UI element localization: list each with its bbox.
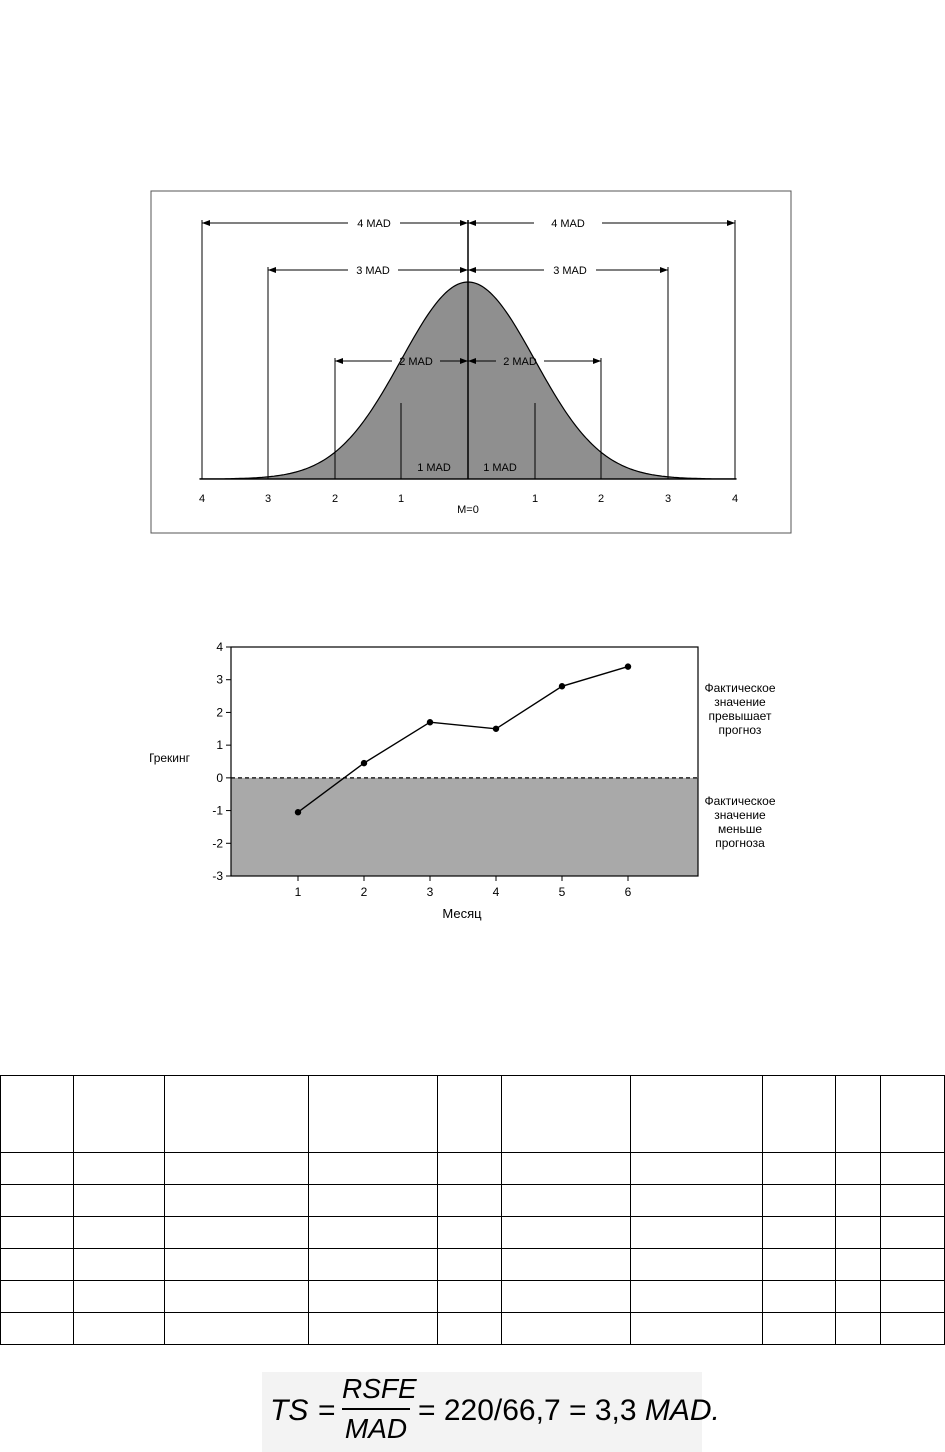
table-cell — [1, 1185, 74, 1217]
table-cell — [438, 1249, 502, 1281]
label-4mad-left: 4 MAD — [357, 218, 391, 230]
x-tick-label: 1 — [294, 885, 302, 899]
fraction-bar — [342, 1408, 410, 1410]
tick-label: 2 — [331, 493, 339, 505]
tick-label: 1 — [531, 493, 539, 505]
tick-label: 2 — [597, 493, 605, 505]
formula-lhs: TS — [270, 1394, 309, 1427]
annotation-line: превышает — [708, 709, 772, 723]
y-tick-label: 4 — [216, 640, 223, 654]
table-cell — [836, 1313, 881, 1345]
table-cell — [438, 1313, 502, 1345]
annotation-line: значение — [714, 808, 766, 822]
y-tick-label: -2 — [212, 836, 223, 851]
table-cell — [881, 1281, 945, 1313]
annotation-line: Фактическое — [704, 681, 776, 695]
table-cell — [309, 1153, 438, 1185]
table-cell — [631, 1153, 763, 1185]
table-cell — [74, 1313, 165, 1345]
formula-rhs-unit: MAD. — [644, 1394, 720, 1427]
table-cell — [502, 1217, 631, 1249]
table-cell — [1, 1076, 74, 1153]
formula-rhs — [418, 1394, 720, 1428]
label-1mad-right: 1 MAD — [483, 462, 517, 474]
table-cell — [763, 1153, 836, 1185]
table-cell — [836, 1153, 881, 1185]
table-cell — [74, 1249, 165, 1281]
table-cell — [502, 1076, 631, 1153]
table-cell — [631, 1281, 763, 1313]
formula-rhs-value: = 220/66,7 = 3,3 — [418, 1394, 637, 1427]
y-axis-label: Трекинг — [150, 751, 190, 765]
table-body — [1, 1076, 945, 1345]
table-cell — [309, 1281, 438, 1313]
table-cell — [881, 1153, 945, 1185]
normal-distribution-svg — [150, 190, 792, 534]
table-cell — [631, 1249, 763, 1281]
table-cell — [763, 1217, 836, 1249]
label-2mad-left: 2 MAD — [399, 356, 433, 368]
data-point — [427, 719, 433, 725]
annotation-line: прогноз — [718, 723, 762, 737]
table-cell — [74, 1185, 165, 1217]
x-axis-label: Месяц — [442, 906, 482, 921]
label-1mad-left: 1 MAD — [417, 462, 451, 474]
annotation-line: меньше — [717, 822, 763, 836]
table-cell — [836, 1076, 881, 1153]
table-cell — [502, 1153, 631, 1185]
label-3mad-left: 3 MAD — [356, 265, 390, 277]
tracking-signal-formula — [262, 1372, 720, 1452]
table-cell — [881, 1185, 945, 1217]
y-tick-label: -1 — [212, 803, 223, 818]
table-cell — [836, 1185, 881, 1217]
table-cell — [763, 1249, 836, 1281]
label-2mad-right: 2 MAD — [503, 356, 537, 368]
table-cell — [309, 1313, 438, 1345]
table-cell — [1, 1217, 74, 1249]
annotation-line: прогноза — [715, 836, 765, 850]
table-cell — [502, 1249, 631, 1281]
table-cell — [763, 1313, 836, 1345]
y-tick-label: 1 — [216, 738, 223, 753]
table-cell — [438, 1076, 502, 1153]
y-axis-ticks — [212, 640, 231, 883]
label-4mad-right: 4 MAD — [551, 218, 585, 230]
data-point — [559, 683, 565, 689]
annotation-line: Фактическое — [704, 794, 776, 808]
x-tick-label: 5 — [558, 885, 566, 899]
table-row — [1, 1281, 945, 1313]
table-cell — [165, 1185, 309, 1217]
table-cell — [165, 1313, 309, 1345]
table-cell — [631, 1185, 763, 1217]
table-cell — [165, 1076, 309, 1153]
normal-distribution-figure — [150, 190, 792, 534]
tick-label: 4 — [198, 493, 206, 505]
tick-label: 4 — [731, 493, 739, 505]
x-tick-label: 4 — [492, 885, 500, 899]
table-row — [1, 1153, 945, 1185]
x-axis-ticks — [295, 876, 632, 899]
table-cell — [74, 1281, 165, 1313]
table-cell — [309, 1076, 438, 1153]
table-cell — [438, 1153, 502, 1185]
table-row — [1, 1249, 945, 1281]
tracking-signal-chart — [150, 630, 790, 930]
table-cell — [165, 1281, 309, 1313]
annotation-above — [704, 681, 775, 737]
table-cell — [836, 1281, 881, 1313]
table-cell — [881, 1076, 945, 1153]
table-cell — [74, 1217, 165, 1249]
table-row — [1, 1217, 945, 1249]
annotation-line: значение — [714, 695, 766, 709]
table-cell — [836, 1249, 881, 1281]
tick-label: 1 — [397, 493, 405, 505]
table-cell — [881, 1313, 945, 1345]
formula-fraction — [342, 1372, 417, 1446]
data-point — [361, 760, 367, 766]
y-tick-label: 2 — [216, 705, 223, 720]
table-cell — [763, 1281, 836, 1313]
empty-table — [0, 1075, 945, 1345]
table-header-row — [1, 1076, 945, 1153]
table-cell — [438, 1185, 502, 1217]
y-tick-label: -3 — [212, 869, 223, 883]
table-cell — [631, 1313, 763, 1345]
tracking-chart-svg — [150, 630, 790, 930]
table-cell — [74, 1076, 165, 1153]
center-label: M=0 — [457, 504, 479, 516]
table-cell — [502, 1281, 631, 1313]
table-cell — [502, 1185, 631, 1217]
x-tick-label: 2 — [360, 885, 368, 899]
table-cell — [438, 1281, 502, 1313]
tick-label: 3 — [664, 493, 672, 505]
tick-label: 3 — [264, 493, 272, 505]
data-point — [295, 809, 301, 815]
table-cell — [1, 1249, 74, 1281]
y-tick-label: 0 — [216, 770, 223, 785]
table-cell — [502, 1313, 631, 1345]
table-cell — [763, 1076, 836, 1153]
table-cell — [165, 1249, 309, 1281]
table-cell — [165, 1217, 309, 1249]
table-cell — [309, 1249, 438, 1281]
table-cell — [438, 1217, 502, 1249]
table-cell — [631, 1076, 763, 1153]
table-cell — [74, 1153, 165, 1185]
formula-equals: = — [318, 1394, 336, 1427]
below-zero-shade — [231, 778, 698, 876]
formula-denominator: MAD — [344, 1413, 408, 1444]
table-cell — [836, 1217, 881, 1249]
table-cell — [881, 1217, 945, 1249]
table-cell — [1, 1281, 74, 1313]
table-cell — [1, 1153, 74, 1185]
table-cell — [165, 1153, 309, 1185]
table-cell — [763, 1185, 836, 1217]
table-cell — [309, 1217, 438, 1249]
annotation-below — [704, 794, 775, 850]
table-cell — [881, 1249, 945, 1281]
table-row — [1, 1313, 945, 1345]
table-cell — [309, 1185, 438, 1217]
formula-numerator: RSFE — [342, 1373, 417, 1404]
data-point — [493, 726, 499, 732]
table-cell — [1, 1313, 74, 1345]
data-point — [625, 663, 631, 669]
table-cell — [631, 1217, 763, 1249]
x-tick-label: 3 — [426, 885, 434, 899]
label-3mad-right: 3 MAD — [553, 265, 587, 277]
table-row — [1, 1185, 945, 1217]
y-tick-label: 3 — [216, 672, 223, 687]
x-tick-label: 6 — [624, 885, 632, 899]
